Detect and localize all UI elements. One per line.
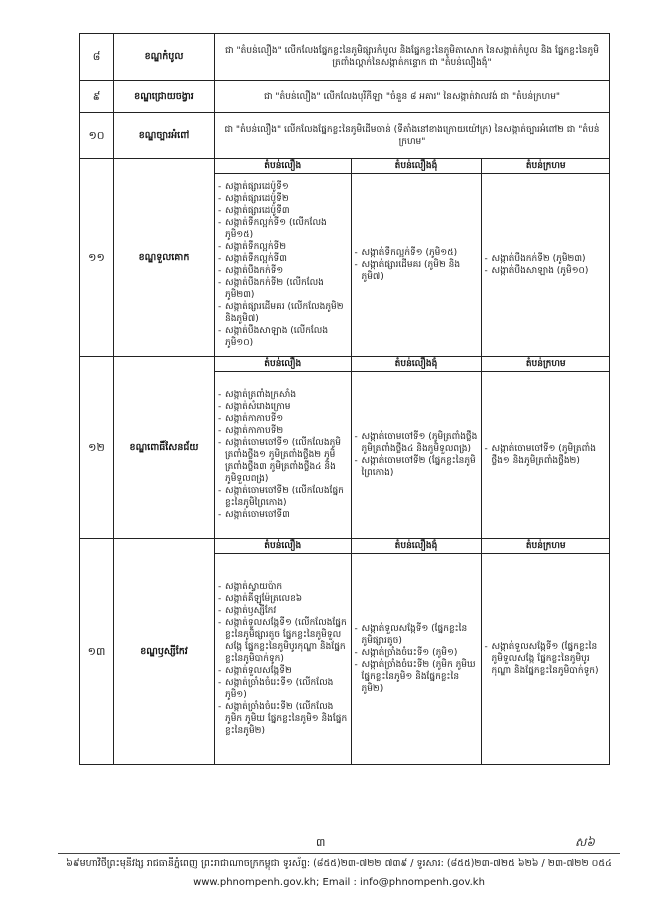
yellow-zone-header: តំបន់លឿង bbox=[215, 159, 351, 174]
row-number: ១១ bbox=[80, 159, 114, 357]
dark-yellow-zone-header: តំបន់លឿងងុំ bbox=[351, 159, 481, 174]
table-row bbox=[80, 34, 610, 81]
list-item: - សង្កាត់សំរោងក្រោម bbox=[218, 401, 348, 413]
list-item: - សង្កាត់គីឡូម៉ែត្រលេខ៦ bbox=[218, 593, 348, 605]
red-zone-list bbox=[481, 174, 610, 356]
district-name: ខណ្ឌឫស្សីកែវ bbox=[114, 539, 215, 765]
row-number: ១០ bbox=[80, 113, 114, 159]
list-item: - សង្កាត់ចោមចៅទី១ (ភូមិត្រពាំងថ្លឹង១ និងភូមិត្រពាំងថ្លឹង២) bbox=[485, 443, 608, 467]
list-item: - សង្កាត់ច្រាំងចំរេះទី២ (លើកលែងភូមិក ភូមិឃ ផ្នែកខ្លះនៃភូមិ១ និងផ្នែកខ្លះនៃភូមិ២) bbox=[218, 701, 348, 737]
red-zone-list bbox=[481, 554, 610, 764]
list-item: - សង្កាត់ទឹកល្អក់ទី៣ bbox=[218, 253, 348, 265]
zone-breakdown bbox=[215, 539, 610, 765]
list-item: - សង្កាត់ស្វាយប៉ាក bbox=[218, 581, 348, 593]
table-row bbox=[80, 539, 610, 765]
list-item: - សង្កាត់កាកាបទី២ bbox=[218, 425, 348, 437]
list-item: - សង្កាត់ទួលសង្កែទី២ bbox=[218, 665, 348, 677]
list-item: - សង្កាត់ផ្សារដើមគរ (លើកលែងភូមិ២ និងភូមិ៧) bbox=[218, 301, 348, 325]
list-item: - សង្កាត់បឹងកក់ទី២ (លើកលែងភូមិ២៣) bbox=[218, 277, 348, 301]
red-zone-header: តំបន់ក្រហម bbox=[481, 357, 610, 372]
list-item: - សង្កាត់ឫស្សីកែវ bbox=[218, 605, 348, 617]
list-item: - សង្កាត់ផ្សារដើមគរ (ភូមិ២ និងភូមិ៧) bbox=[355, 259, 478, 283]
district-name: ខណ្ឌពោធិ៍សែនជ័យ bbox=[114, 357, 215, 539]
zone-subtable bbox=[215, 357, 610, 538]
list-item: - សង្កាត់ចោមចៅទី២ (លើកលែងផ្នែកខ្លះនៃភូមិព្រៃកោង) bbox=[218, 485, 348, 509]
list-item: - សង្កាត់បឹងសាឡាង (លើកលែងភូមិ១០) bbox=[218, 325, 348, 349]
list-item: - សង្កាត់ផ្សារដេប៉ូទី៣ bbox=[218, 205, 348, 217]
yellow-zone-list bbox=[215, 372, 351, 538]
list-item: - សង្កាត់ទួលសង្កែទី១ (លើកលែងផ្នែកខ្លះនៃភូមិផ្សារតូច ផ្នែកខ្លះនៃភូមិទួលសង្កែ ផ្នែកខ្លះនៃភូមិបូរកុណ្ឌា និងផ្នែកខ្លះនៃភូមិបាក់ទូក) bbox=[218, 617, 348, 665]
initials-stamp: ស៦ bbox=[575, 835, 595, 849]
list-item: - សង្កាត់ត្រពាំងក្រសាំង bbox=[218, 389, 348, 401]
list-item: - សង្កាត់ទឹកល្អក់ទី២ bbox=[218, 241, 348, 253]
row-number: ១៣ bbox=[80, 539, 114, 765]
table-row bbox=[80, 113, 610, 159]
list-item: - សង្កាត់ចោមចៅទី២ (ផ្នែកខ្លះនៃភូមិព្រៃកោង) bbox=[355, 455, 478, 479]
list-item: - សង្កាត់ផ្សារដេប៉ូទី១ bbox=[218, 181, 348, 193]
list-item: - សង្កាត់បឹងកក់ទី២ (ភូមិ២៣) bbox=[485, 253, 608, 265]
red-zone-header: តំបន់ក្រហម bbox=[481, 159, 610, 174]
page-number: ៣ bbox=[316, 836, 326, 849]
zone-breakdown bbox=[215, 159, 610, 357]
zone-note: ជា "តំបន់លឿង" លើកលែងផ្នែកខ្លះនៃភូមិដើមចាន់ (ទីតាំងនៅខាងក្រោយយ៉ៅក្រ) នៃសង្កាត់ច្បារអំពៅ២ ជា "តំបន់ក្រហម" bbox=[215, 113, 610, 159]
list-item: - សង្កាត់បឹងកក់ទី១ bbox=[218, 265, 348, 277]
list-item: - សង្កាត់ច្រាំងចំរេះទី១ (ភូមិ១) bbox=[355, 647, 478, 659]
list-item: - សង្កាត់ទួលសង្កែទី១ (ផ្នែកខ្លះនៃភូមិទួលសង្កែ ផ្នែកខ្លះនៃភូមិបូរកុណ្ឌា និងផ្នែកខ្លះនៃភូមិបាក់ទូក) bbox=[485, 641, 608, 677]
zone-note: ជា "តំបន់លឿង" លើកលែងផ្នែកខ្លះនៃភូមិផ្សារកំបូល និងផ្នែកខ្លះនៃភូមិតាសោក នៃសង្កាត់កំបូល និង ផ្នែកខ្លះនៃភូមិត្រពាំងល្ពាក់នៃសង្កាត់កន្ទោក ជា "តំបន់លឿងងុំ" bbox=[215, 34, 610, 81]
footer-divider bbox=[58, 853, 620, 854]
district-name: ខណ្ឌច្បារអំពៅ bbox=[114, 113, 215, 159]
district-name: ខណ្ឌកំបូល bbox=[114, 34, 215, 81]
footer-web-contact: www.phnompenh.gov.kh; Email : info@phnompenh.gov.kh bbox=[193, 877, 485, 888]
yellow-zone-header: តំបន់លឿង bbox=[215, 539, 351, 554]
list-item: - សង្កាត់ចោមចៅទី៣ bbox=[218, 509, 348, 521]
row-number: ៨ bbox=[80, 34, 114, 81]
yellow-zone-list bbox=[215, 174, 351, 356]
list-item: - សង្កាត់ទឹកល្អក់ទី១ (ភូមិ១៥) bbox=[355, 247, 478, 259]
red-zone-list bbox=[481, 372, 610, 538]
dark-yellow-zone-list bbox=[351, 372, 481, 538]
list-item: - សង្កាត់ផ្សារដេប៉ូទី២ bbox=[218, 193, 348, 205]
table-row bbox=[80, 81, 610, 113]
dark-yellow-zone-list bbox=[351, 554, 481, 764]
dark-yellow-zone-header: តំបន់លឿងងុំ bbox=[351, 357, 481, 372]
red-zone-header: តំបន់ក្រហម bbox=[481, 539, 610, 554]
zone-subtable bbox=[215, 159, 610, 356]
list-item: - សង្កាត់ច្រាំងចំរេះទី២ (ភូមិក ភូមិឃ ផ្នែកខ្លះនៃភូមិ១ និងផ្នែកខ្លះនៃភូមិ២) bbox=[355, 659, 478, 695]
yellow-zone-header: តំបន់លឿង bbox=[215, 357, 351, 372]
district-name: ខណ្ឌជ្រោយចង្វារ bbox=[114, 81, 215, 113]
zone-note: ជា "តំបន់លឿង" លើកលែងបុរីកីឡា "ចំនួន ៨ អគារ" នៃសង្កាត់វាលវង់ ជា "តំបន់ក្រហម" bbox=[215, 81, 610, 113]
zone-subtable bbox=[215, 539, 610, 764]
list-item: - សង្កាត់ចោមចៅទី១ (លើកលែងភូមិត្រពាំងថ្លឹង១ ភូមិត្រពាំងថ្លឹង២ ភូមិត្រពាំងថ្លឹង៣ ភូមិត្រពាំងថ្លឹង៤ និងភូមិទួលពង្រ) bbox=[218, 437, 348, 485]
list-item: - សង្កាត់កាកាបទី១ bbox=[218, 413, 348, 425]
footer-address: ៦៩មហាវិថីព្រះមុនីវង្ស រាជធានីភ្នំពេញ ព្រះរាជាណាចក្រកម្ពុជា ទូរស័ព្ទ: (៨៥៥)២៣-៧២២ ៧៣៩ / ទូរសារ: (៨៥៥)២៣-៧២៥ ៦២៦ / ២៣-៧២២ ០៥៤ bbox=[66, 858, 612, 869]
list-item: - សង្កាត់ទួលសង្កែទី១ (ផ្នែកខ្លះនៃភូមិផ្សារតូច) bbox=[355, 623, 478, 647]
list-item: - សង្កាត់ច្រាំងចំរេះទី១ (លើកលែងភូមិ១) bbox=[218, 677, 348, 701]
district-name: ខណ្ឌទួលគោក bbox=[114, 159, 215, 357]
table-row bbox=[80, 357, 610, 539]
zone-breakdown bbox=[215, 357, 610, 539]
district-zone-table bbox=[79, 33, 610, 765]
list-item: - សង្កាត់ចោមចៅទី១ (ភូមិត្រពាំងថ្លឹង ភូមិត្រពាំងថ្លឹង៤ និងភូមិទួលពង្រ) bbox=[355, 431, 478, 455]
row-number: ៩ bbox=[80, 81, 114, 113]
table-row bbox=[80, 159, 610, 357]
dark-yellow-zone-list bbox=[351, 174, 481, 356]
yellow-zone-list bbox=[215, 554, 351, 764]
list-item: - សង្កាត់បឹងសាឡាង (ភូមិ១០) bbox=[485, 265, 608, 277]
row-number: ១២ bbox=[80, 357, 114, 539]
list-item: - សង្កាត់ទឹកល្អក់ទី១ (លើកលែងភូមិ១៥) bbox=[218, 217, 348, 241]
dark-yellow-zone-header: តំបន់លឿងងុំ bbox=[351, 539, 481, 554]
